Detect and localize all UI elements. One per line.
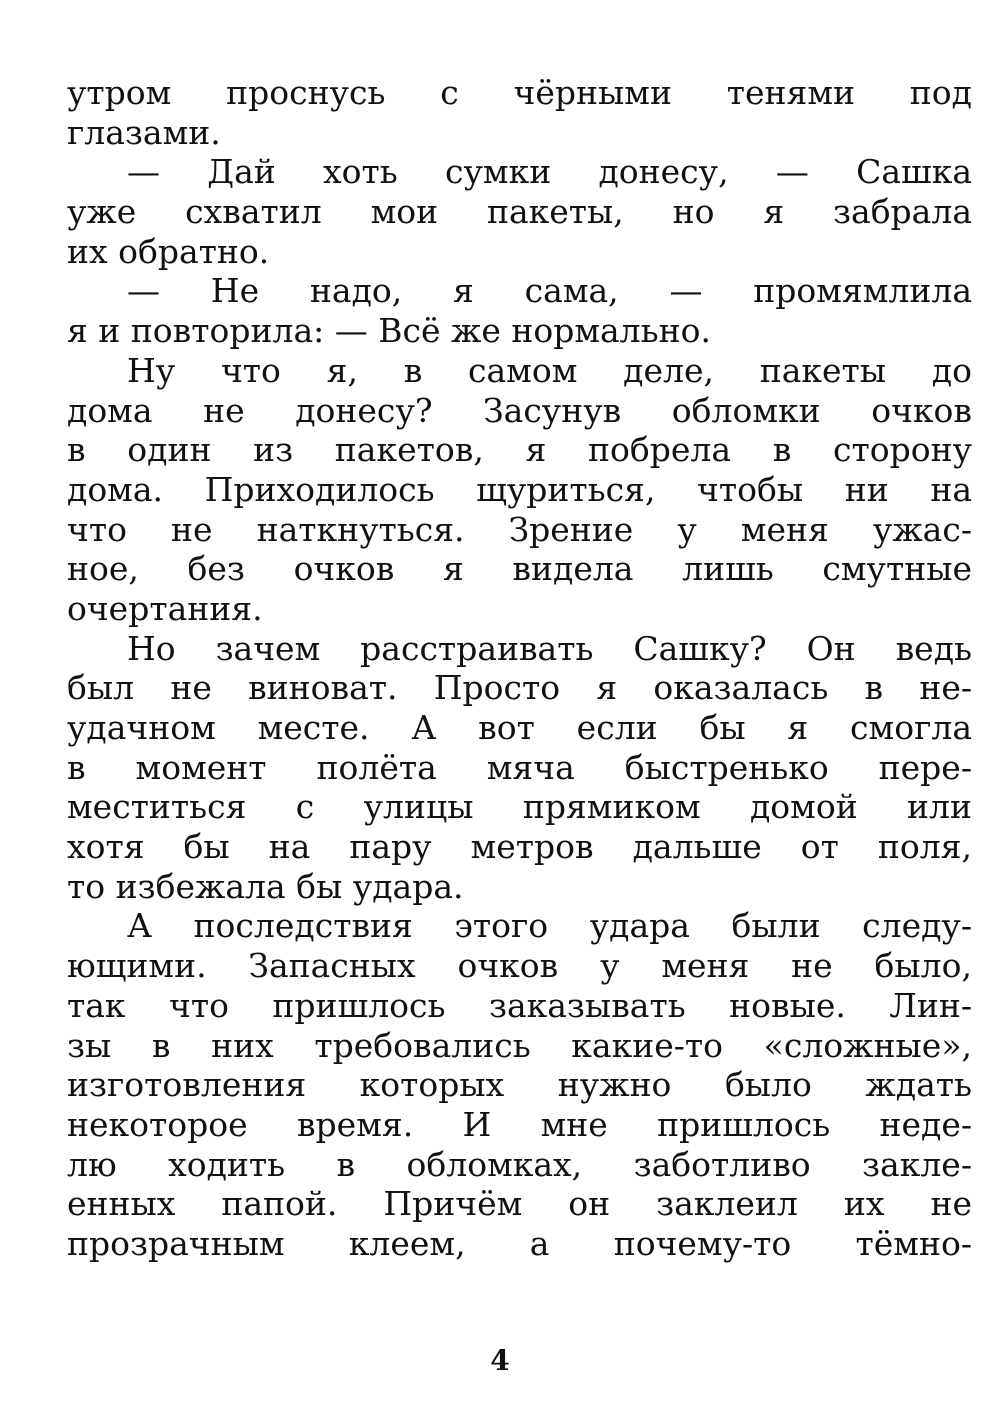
text-line: изготовления которых нужно было ждать xyxy=(67,1065,972,1105)
text-line: я и повторила: — Всё же нормально. xyxy=(67,311,711,351)
text-line: ющими. Запасных очков у меня не было, xyxy=(67,946,972,986)
text-line: был не виноват. Просто я оказалась в не- xyxy=(67,668,972,708)
text-line: А последствия этого удара были следу- xyxy=(127,906,972,946)
page-number: 4 xyxy=(490,1344,510,1377)
text-line: то избежала бы удара. xyxy=(67,866,464,906)
text-line: прозрачным клеем, а почему-то тёмно- xyxy=(67,1223,972,1263)
text-line: лю ходить в обломках, заботливо закле- xyxy=(67,1144,972,1184)
text-line: в момент полёта мяча быстренько пере- xyxy=(67,747,972,787)
text-line: их обратно. xyxy=(67,231,270,271)
text-line: меститься с улицы прямиком домой или xyxy=(67,787,972,827)
text-line: в один из пакетов, я побрела в сторону xyxy=(67,430,972,470)
text-line: — Не надо, я сама, — промямлила xyxy=(127,271,972,311)
text-line: некоторое время. И мне пришлось неде- xyxy=(67,1104,972,1144)
text-line: енных папой. Причём он заклеил их не xyxy=(67,1184,972,1224)
text-line: дома. Приходилось щуриться, чтобы ни на xyxy=(67,469,972,509)
text-line: что не наткнуться. Зрение у меня ужас- xyxy=(67,509,972,549)
text-line: зы в них требовались какие-то «сложные», xyxy=(67,1025,972,1065)
text-line: глазами. xyxy=(67,112,221,152)
text-line: хотя бы на пару метров дальше от поля, xyxy=(67,827,972,867)
body-text xyxy=(67,73,972,1264)
text-line: — Дай хоть сумки донесу, — Сашка xyxy=(127,152,972,192)
text-line: очертания. xyxy=(67,588,263,628)
text-line: утром проснусь с чёрными тенями под xyxy=(67,73,972,112)
text-line: уже схватил мои пакеты, но я забрала xyxy=(67,192,972,232)
text-line: дома не донесу? Засунув обломки очков xyxy=(67,390,972,430)
text-line: Но зачем расстраивать Сашку? Он ведь xyxy=(127,628,972,668)
text-line: так что пришлось заказывать новые. Лин- xyxy=(67,985,972,1025)
text-line: удачном месте. А вот если бы я смогла xyxy=(67,708,972,747)
text-line: ное, без очков я видела лишь смутные xyxy=(67,549,972,589)
text-line: Ну что я, в самом деле, пакеты до xyxy=(127,350,972,390)
